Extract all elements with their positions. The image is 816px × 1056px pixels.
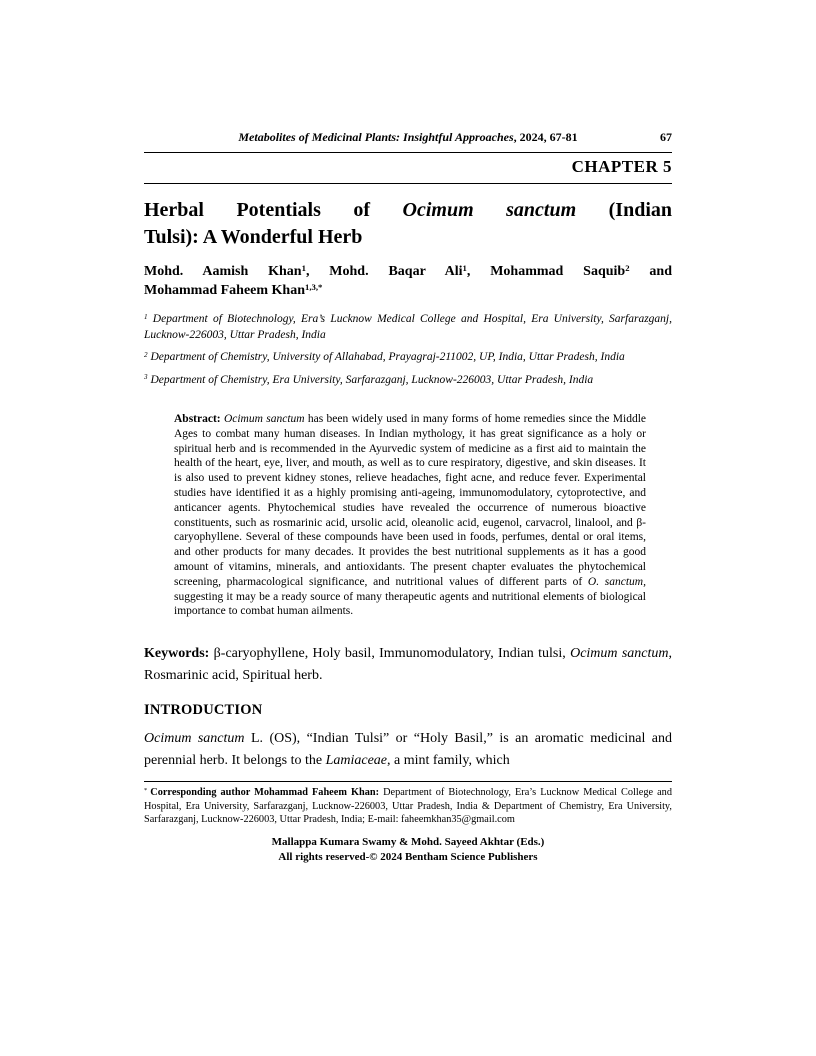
corresponding-author-footnote: * Corresponding author Mohammad Faheem Khan: Department of Biotechnology, Era’s Lucknow Medical College and Hospital, Era University, Sarfarazganj, Lucknow-226003, Uttar Pradesh, India & Department of Chemistry, Era University, Sarfarazganj, Lucknow-226003, Uttar Pradesh, India; E-mail: faheemkhan35@gmail.com — [144, 787, 672, 825]
footer-editors: Mallappa Kumara Swamy & Mohd. Sayeed Akhtar (Eds.) — [271, 836, 545, 849]
introduction-paragraph: Ocimum sanctum L. (OS), “Indian Tulsi” or “Holy Basil,” is an aromatic medicinal and perennial herb. It belongs to the Lamiaceae, a mint family, which — [144, 731, 672, 769]
author-line-2: Mohammad Faheem Khan$^{1,3,*}$ — [144, 282, 323, 298]
chapter-title-line-2: Tulsi): A Wonderful Herb — [144, 226, 363, 248]
abstract-paragraph: Abstract: Ocimum sanctum has been widely used in many forms of home remedies since the Middle Ages to combat many human diseases. In Indian mythology, it has great significance as a holy or spiritual herb and is recommended in the Ayurvedic system of medicine as a first aid to maintain the health of the heart, eye, liver, and mouth, as well as to cure respiratory, digestive, and skin diseases. It is also used to prevent kidney stones, relieve headaches, fight acne, and reduce fever. Experimental studies have identified it as a highly promising anti-ageing, immunomodulatory, cytoprotective, and anticancer agents. Phytochemical studies have revealed the occurrence of numerous bioactive constituents, such as rosmarinic acid, ursolic acid, oleanolic acid, eugenol, carvacrol, linalool, and β-caryophyllene. Several of these compounds have been used in foods, perfumes, dental or oral items, and other products for many decades. It provides the best nutritional supplements as it has a good amount of vitamins, minerals, and antioxidants. The present chapter evaluates the phytochemical screening, pharmacological significance, and nutritional values of different parts of O. sanctum, suggesting it may be a ready source of many therapeutic agents and nutritional elements of biological importance to combat human ailments. — [174, 413, 647, 618]
page-number: 67 — [660, 130, 672, 144]
chapter-rule — [144, 183, 672, 184]
chapter-label: CHAPTER 5 — [571, 157, 672, 176]
introduction-heading: INTRODUCTION — [144, 702, 263, 719]
footnote-separator — [144, 781, 672, 782]
chapter-title — [144, 197, 672, 251]
running-header — [144, 130, 672, 152]
affiliation-1: $^1$ Department of Biotechnology, Era’s Lucknow Medical College and Hospital, Era University, Sarfarazganj, Lucknow-226003, Uttar Pradesh, India — [144, 312, 672, 341]
affiliation-2: $^2$ Department of Chemistry, University of Allahabad, Prayagraj-211002, UP, India, Uttar Pradesh, India — [144, 350, 625, 363]
footer-copyright: All rights reserved-© 2024 Bentham Science Publishers — [278, 851, 538, 864]
publisher-footer — [144, 835, 672, 865]
page-content — [144, 130, 672, 865]
author-list — [144, 262, 672, 300]
author-line-1: Mohd. Aamish Khan$^1$, Mohd. Baqar Ali$^1$, Mohammad Saquib$^2$ and — [144, 263, 672, 279]
keywords-paragraph: Keywords: β-caryophyllene, Holy basil, Immunomodulatory, Indian tulsi, Ocimum sanctum, Rosmarinic acid, Spiritual herb. — [144, 646, 672, 684]
affiliation-list — [144, 312, 672, 388]
affiliation-3: $^3$ Department of Chemistry, Era University, Sarfarazganj, Lucknow-226003, Uttar Pradesh, India — [144, 373, 594, 386]
chapter-title-line-1: Herbal Potentials of Ocimum sanctum (Indian — [144, 199, 673, 221]
running-title: Metabolites of Medicinal Plants: Insightful Approaches, 2024, 67-81 — [238, 130, 578, 144]
